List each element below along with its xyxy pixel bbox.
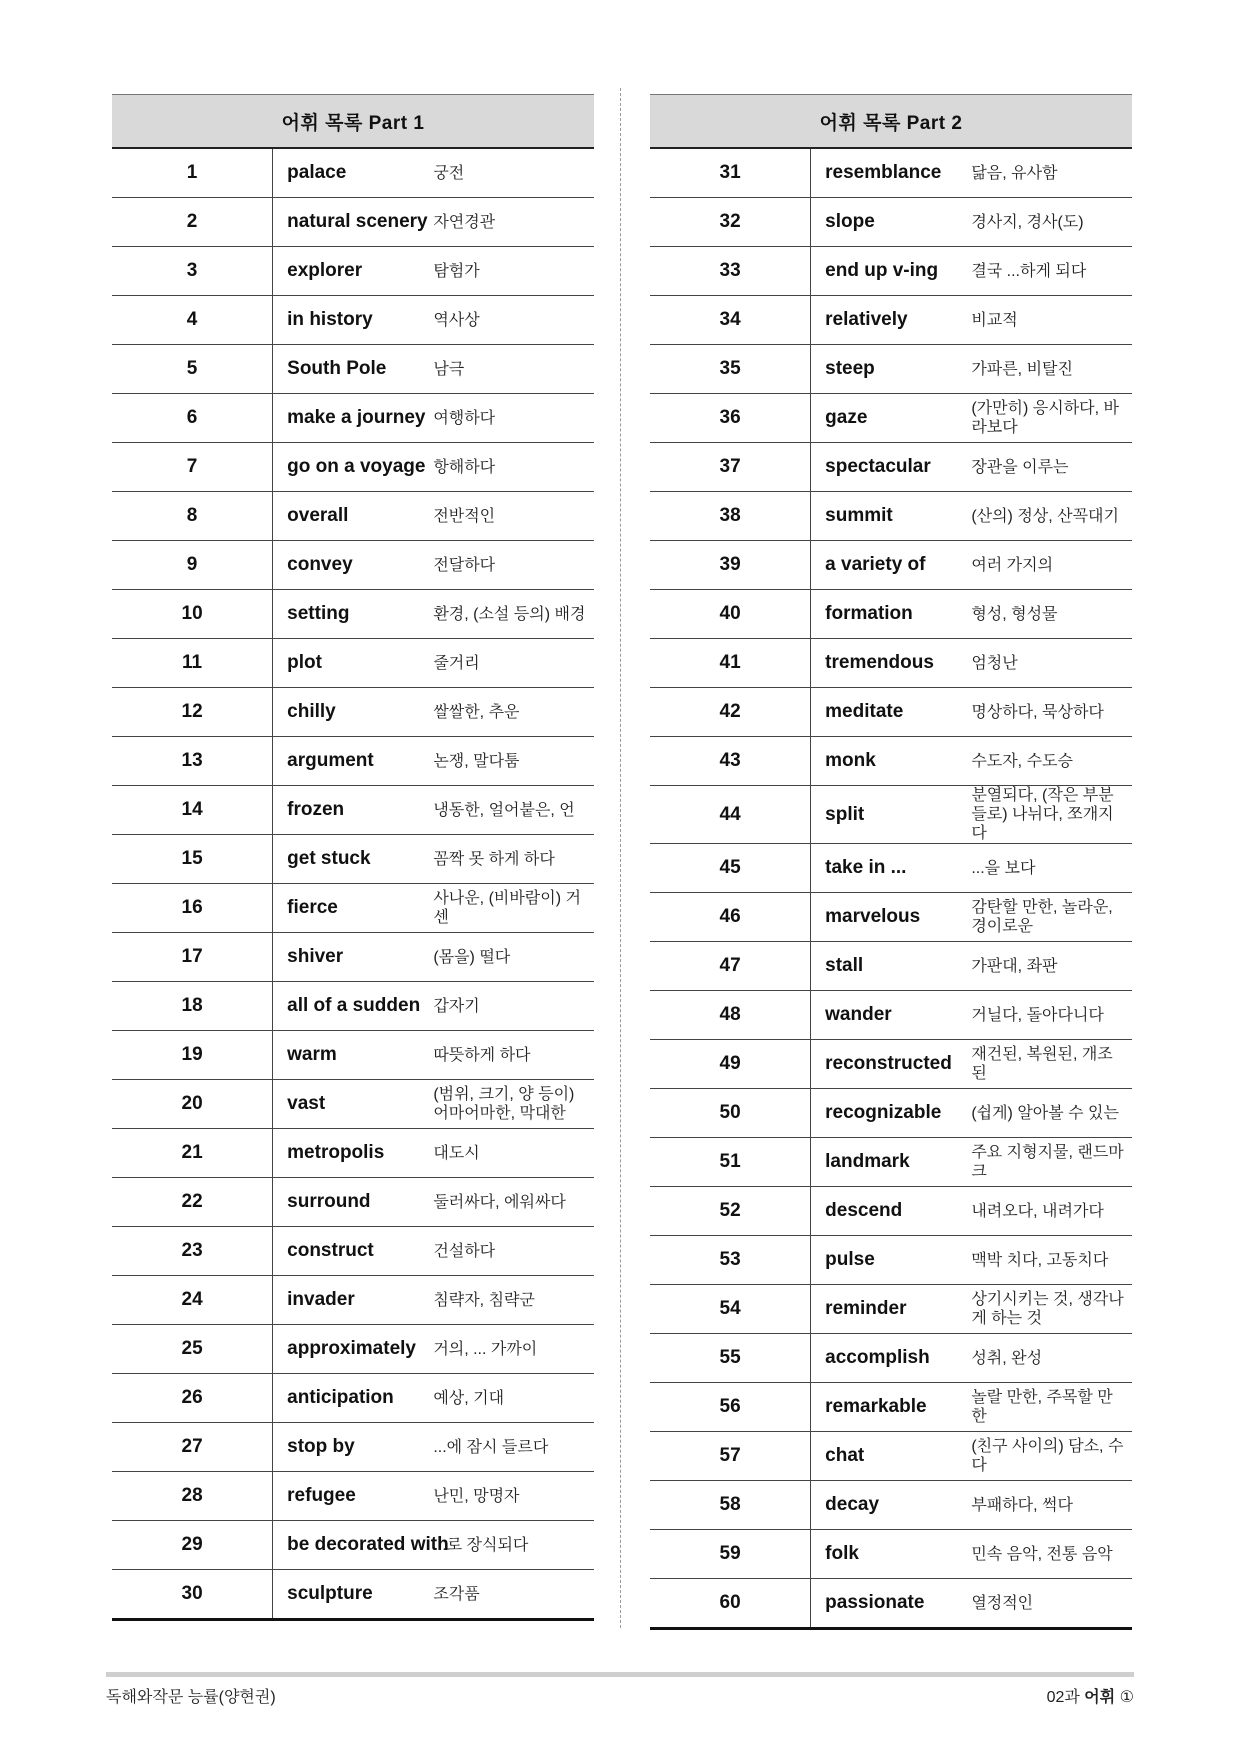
vocab-word: surround <box>273 1178 434 1227</box>
table-row <box>112 688 594 737</box>
table-row <box>112 443 594 492</box>
vocab-meaning: 맥박 치다, 고동치다 <box>971 1236 1132 1285</box>
vocab-word: landmark <box>811 1138 972 1187</box>
vocab-meaning: 둘러싸다, 에워싸다 <box>433 1178 594 1227</box>
table-row <box>650 1579 1132 1629</box>
vocab-meaning: 남극 <box>433 345 594 394</box>
table-row <box>112 345 594 394</box>
table-row <box>650 148 1132 198</box>
vocab-word: in history <box>273 296 434 345</box>
row-number: 2 <box>112 198 273 247</box>
vocab-word: reconstructed <box>811 1040 972 1089</box>
vocab-meaning: 따뜻하게 하다 <box>433 1031 594 1080</box>
vocab-meaning: (쉽게) 알아볼 수 있는 <box>971 1089 1132 1138</box>
vocab-meaning: 줄거리 <box>433 639 594 688</box>
table-row <box>112 394 594 443</box>
vocab-word: take in ... <box>811 844 972 893</box>
row-number: 9 <box>112 541 273 590</box>
table-row <box>650 1285 1132 1334</box>
vocab-meaning: 침략자, 침략군 <box>433 1276 594 1325</box>
vocab-word: stop by <box>273 1423 434 1472</box>
vocab-word: recognizable <box>811 1089 972 1138</box>
table-row <box>112 1227 594 1276</box>
row-number: 18 <box>112 982 273 1031</box>
table-row <box>650 639 1132 688</box>
vocab-word: approximately <box>273 1325 434 1374</box>
table-row <box>112 982 594 1031</box>
vocab-meaning: 꼼짝 못 하게 하다 <box>433 835 594 884</box>
table-row <box>650 942 1132 991</box>
vocab-meaning: 주요 지형지물, 랜드마크 <box>971 1138 1132 1187</box>
vocab-word: sculpture <box>273 1570 434 1620</box>
row-number: 4 <box>112 296 273 345</box>
table-row <box>650 1089 1132 1138</box>
vocab-word: convey <box>273 541 434 590</box>
row-number: 44 <box>650 786 811 844</box>
vocab-meaning: 재건된, 복원된, 개조된 <box>971 1040 1132 1089</box>
vocab-meaning: 전달하다 <box>433 541 594 590</box>
row-number: 37 <box>650 443 811 492</box>
row-number: 39 <box>650 541 811 590</box>
row-number: 5 <box>112 345 273 394</box>
vocab-meaning: (가만히) 응시하다, 바라보다 <box>971 394 1132 443</box>
vocab-meaning: 민속 음악, 전통 음악 <box>971 1530 1132 1579</box>
vocab-word: tremendous <box>811 639 972 688</box>
row-number: 14 <box>112 786 273 835</box>
vocab-meaning: 엄청난 <box>971 639 1132 688</box>
vocab-word: fierce <box>273 884 434 933</box>
vocab-meaning: 조각품 <box>433 1570 594 1620</box>
vocab-word: slope <box>811 198 972 247</box>
vocab-word: accomplish <box>811 1334 972 1383</box>
row-number: 45 <box>650 844 811 893</box>
row-number: 10 <box>112 590 273 639</box>
vocab-meaning: 거의, ... 가까이 <box>433 1325 594 1374</box>
footer-lesson-label <box>1047 1684 1134 1707</box>
table-row <box>112 933 594 982</box>
vocab-word: summit <box>811 492 972 541</box>
table-row <box>650 1138 1132 1187</box>
vocab-meaning: 경사지, 경사(도) <box>971 198 1132 247</box>
vocab-word: remarkable <box>811 1383 972 1432</box>
row-number: 41 <box>650 639 811 688</box>
vocab-meaning: 내려오다, 내려가다 <box>971 1187 1132 1236</box>
row-number: 55 <box>650 1334 811 1383</box>
vocab-word: shiver <box>273 933 434 982</box>
row-number: 57 <box>650 1432 811 1481</box>
vocab-word: invader <box>273 1276 434 1325</box>
table-row <box>112 1472 594 1521</box>
row-number: 7 <box>112 443 273 492</box>
vocab-meaning: ...을 보다 <box>971 844 1132 893</box>
vocab-meaning: 감탄할 만한, 놀라운, 경이로운 <box>971 893 1132 942</box>
vocab-word: be decorated with <box>273 1521 434 1570</box>
table-row <box>650 247 1132 296</box>
table-row <box>112 541 594 590</box>
vocab-table-body <box>650 148 1132 1629</box>
vocab-word: frozen <box>273 786 434 835</box>
vocab-meaning: 가파른, 비탈진 <box>971 345 1132 394</box>
vocab-meaning: 예상, 기대 <box>433 1374 594 1423</box>
vocab-meaning: ...에 잠시 들르다 <box>433 1423 594 1472</box>
row-number: 49 <box>650 1040 811 1089</box>
row-number: 51 <box>650 1138 811 1187</box>
vocab-meaning: 전반적인 <box>433 492 594 541</box>
vocab-word: a variety of <box>811 541 972 590</box>
row-number: 13 <box>112 737 273 786</box>
vocab-table-body <box>112 148 594 1620</box>
row-number: 58 <box>650 1481 811 1530</box>
vocab-word: anticipation <box>273 1374 434 1423</box>
table-row <box>650 893 1132 942</box>
vocab-meaning: 탐험가 <box>433 247 594 296</box>
row-number: 16 <box>112 884 273 933</box>
vocab-meaning: 열정적인 <box>971 1579 1132 1629</box>
vocab-meaning: 난민, 망명자 <box>433 1472 594 1521</box>
table-row <box>112 1080 594 1129</box>
vocab-word: reminder <box>811 1285 972 1334</box>
row-number: 33 <box>650 247 811 296</box>
vocab-word: make a journey <box>273 394 434 443</box>
table-row <box>112 1521 594 1570</box>
table-row <box>112 835 594 884</box>
row-number: 20 <box>112 1080 273 1129</box>
row-number: 40 <box>650 590 811 639</box>
row-number: 11 <box>112 639 273 688</box>
vocab-meaning: 닮음, 유사함 <box>971 148 1132 198</box>
table-title: 어휘 목록 Part 2 <box>650 95 1132 149</box>
vocab-word: get stuck <box>273 835 434 884</box>
table-row <box>112 786 594 835</box>
table-row <box>650 1481 1132 1530</box>
row-number: 22 <box>112 1178 273 1227</box>
vocab-meaning: 거닐다, 돌아다니다 <box>971 991 1132 1040</box>
table-row <box>112 247 594 296</box>
row-number: 36 <box>650 394 811 443</box>
vocab-word: explorer <box>273 247 434 296</box>
table-row <box>112 1325 594 1374</box>
vocab-meaning: 결국 ...하게 되다 <box>971 247 1132 296</box>
vocab-meaning: 분열되다, (작은 부분들로) 나뉘다, 쪼개지다 <box>971 786 1132 844</box>
vocab-word: resemblance <box>811 148 972 198</box>
vocab-word: palace <box>273 148 434 198</box>
row-number: 1 <box>112 148 273 198</box>
table-row <box>650 394 1132 443</box>
row-number: 32 <box>650 198 811 247</box>
table-row <box>650 296 1132 345</box>
table-row <box>650 1383 1132 1432</box>
table-row <box>650 991 1132 1040</box>
row-number: 25 <box>112 1325 273 1374</box>
vocab-meaning: (몸을) 떨다 <box>433 933 594 982</box>
table-row <box>112 884 594 933</box>
vocab-word: vast <box>273 1080 434 1129</box>
table-row <box>650 1334 1132 1383</box>
vocab-word: passionate <box>811 1579 972 1629</box>
row-number: 19 <box>112 1031 273 1080</box>
row-number: 50 <box>650 1089 811 1138</box>
row-number: 12 <box>112 688 273 737</box>
table-row <box>112 296 594 345</box>
table-row <box>650 590 1132 639</box>
row-number: 54 <box>650 1285 811 1334</box>
vocab-meaning: 형성, 형성물 <box>971 590 1132 639</box>
vocab-meaning: (친구 사이의) 담소, 수다 <box>971 1432 1132 1481</box>
vocab-meaning: 비교적 <box>971 296 1132 345</box>
row-number: 56 <box>650 1383 811 1432</box>
vocab-meaning: 논쟁, 말다툼 <box>433 737 594 786</box>
vocab-meaning: 가판대, 좌판 <box>971 942 1132 991</box>
row-number: 15 <box>112 835 273 884</box>
row-number: 26 <box>112 1374 273 1423</box>
vocab-meaning: 환경, (소설 등의) 배경 <box>433 590 594 639</box>
vocab-word: construct <box>273 1227 434 1276</box>
vocab-meaning: 대도시 <box>433 1129 594 1178</box>
row-number: 8 <box>112 492 273 541</box>
vocab-word: refugee <box>273 1472 434 1521</box>
vocab-word: split <box>811 786 972 844</box>
vocab-meaning: 역사상 <box>433 296 594 345</box>
vocab-word: metropolis <box>273 1129 434 1178</box>
table-row <box>112 492 594 541</box>
vocab-word: formation <box>811 590 972 639</box>
table-row <box>650 1530 1132 1579</box>
vocab-word: South Pole <box>273 345 434 394</box>
vocab-word: monk <box>811 737 972 786</box>
vocab-word: wander <box>811 991 972 1040</box>
vocab-word: chat <box>811 1432 972 1481</box>
footer-lesson-prefix: 02과 <box>1046 1689 1085 1706</box>
vocab-word: setting <box>273 590 434 639</box>
row-number: 3 <box>112 247 273 296</box>
table-row <box>650 1040 1132 1089</box>
vocab-meaning: 여행하다 <box>433 394 594 443</box>
table-row <box>650 844 1132 893</box>
table-row <box>112 1374 594 1423</box>
vocab-word: chilly <box>273 688 434 737</box>
row-number: 47 <box>650 942 811 991</box>
vocab-meaning: 갑자기 <box>433 982 594 1031</box>
vocab-meaning: 성취, 완성 <box>971 1334 1132 1383</box>
table-row <box>112 1423 594 1472</box>
column-divider <box>620 88 621 1628</box>
row-number: 27 <box>112 1423 273 1472</box>
row-number: 43 <box>650 737 811 786</box>
vocab-word: overall <box>273 492 434 541</box>
row-number: 23 <box>112 1227 273 1276</box>
vocab-word: descend <box>811 1187 972 1236</box>
vocab-meaning: 궁전 <box>433 148 594 198</box>
vocab-word: decay <box>811 1481 972 1530</box>
table-row <box>650 345 1132 394</box>
vocab-meaning: (범위, 크기, 양 등이) 어마어마한, 막대한 <box>433 1080 594 1129</box>
vocab-word: steep <box>811 345 972 394</box>
vocab-word: argument <box>273 737 434 786</box>
vocab-meaning: 냉동한, 얼어붙은, 언 <box>433 786 594 835</box>
table-row <box>650 198 1132 247</box>
row-number: 42 <box>650 688 811 737</box>
vocab-word: relatively <box>811 296 972 345</box>
vocab-meaning: 건설하다 <box>433 1227 594 1276</box>
vocab-meaning: 사나운, (비바람이) 거센 <box>433 884 594 933</box>
row-number: 46 <box>650 893 811 942</box>
vocab-word: go on a voyage <box>273 443 434 492</box>
vocab-word: all of a sudden <box>273 982 434 1031</box>
vocab-word: natural scenery <box>273 198 434 247</box>
vocab-meaning: 명상하다, 묵상하다 <box>971 688 1132 737</box>
vocab-word: marvelous <box>811 893 972 942</box>
vocab-meaning: ...로 장식되다 <box>433 1521 594 1570</box>
vocab-meaning: 자연경관 <box>433 198 594 247</box>
table-row <box>650 1432 1132 1481</box>
table-row <box>112 1178 594 1227</box>
vocab-meaning: 항해하다 <box>433 443 594 492</box>
row-number: 34 <box>650 296 811 345</box>
table-title: 어휘 목록 Part 1 <box>112 95 594 149</box>
table-row <box>112 737 594 786</box>
row-number: 30 <box>112 1570 273 1620</box>
footer-lesson-bold: 어휘 <box>1084 1689 1116 1706</box>
row-number: 21 <box>112 1129 273 1178</box>
vocab-word: stall <box>811 942 972 991</box>
vocab-word: meditate <box>811 688 972 737</box>
vocab-word: spectacular <box>811 443 972 492</box>
row-number: 60 <box>650 1579 811 1629</box>
row-number: 52 <box>650 1187 811 1236</box>
row-number: 31 <box>650 148 811 198</box>
vocab-meaning: (산의) 정상, 산꼭대기 <box>971 492 1132 541</box>
table-row <box>112 198 594 247</box>
footer-rule <box>106 1672 1134 1677</box>
row-number: 28 <box>112 1472 273 1521</box>
table-row <box>112 639 594 688</box>
table-row <box>650 737 1132 786</box>
vocab-word: end up v-ing <box>811 247 972 296</box>
table-row <box>650 492 1132 541</box>
table-row <box>112 1570 594 1620</box>
row-number: 29 <box>112 1521 273 1570</box>
table-row <box>112 1276 594 1325</box>
vocab-table-part-2 <box>650 94 1132 1630</box>
vocab-word: folk <box>811 1530 972 1579</box>
table-row <box>112 1031 594 1080</box>
vocab-meaning: 장관을 이루는 <box>971 443 1132 492</box>
row-number: 17 <box>112 933 273 982</box>
table-row <box>650 443 1132 492</box>
row-number: 59 <box>650 1530 811 1579</box>
vocab-table-part-1 <box>112 94 594 1621</box>
table-row <box>650 688 1132 737</box>
row-number: 38 <box>650 492 811 541</box>
vocab-meaning: 부패하다, 썩다 <box>971 1481 1132 1530</box>
footer-lesson-suffix: ① <box>1115 1689 1134 1706</box>
vocab-meaning: 수도자, 수도승 <box>971 737 1132 786</box>
row-number: 24 <box>112 1276 273 1325</box>
row-number: 6 <box>112 394 273 443</box>
row-number: 53 <box>650 1236 811 1285</box>
table-row <box>650 1236 1132 1285</box>
vocab-word: warm <box>273 1031 434 1080</box>
table-row <box>112 1129 594 1178</box>
row-number: 35 <box>650 345 811 394</box>
vocab-word: gaze <box>811 394 972 443</box>
table-row <box>650 786 1132 844</box>
footer-book-title: 독해와작문 능률(양현권) <box>106 1689 276 1706</box>
table-row <box>112 148 594 198</box>
row-number: 48 <box>650 991 811 1040</box>
vocab-meaning: 놀랄 만한, 주목할 만한 <box>971 1383 1132 1432</box>
vocab-word: plot <box>273 639 434 688</box>
table-row <box>112 590 594 639</box>
vocab-meaning: 상기시키는 것, 생각나게 하는 것 <box>971 1285 1132 1334</box>
vocab-meaning: 쌀쌀한, 추운 <box>433 688 594 737</box>
table-row <box>650 1187 1132 1236</box>
vocab-meaning: 여러 가지의 <box>971 541 1132 590</box>
table-row <box>650 541 1132 590</box>
vocab-word: pulse <box>811 1236 972 1285</box>
